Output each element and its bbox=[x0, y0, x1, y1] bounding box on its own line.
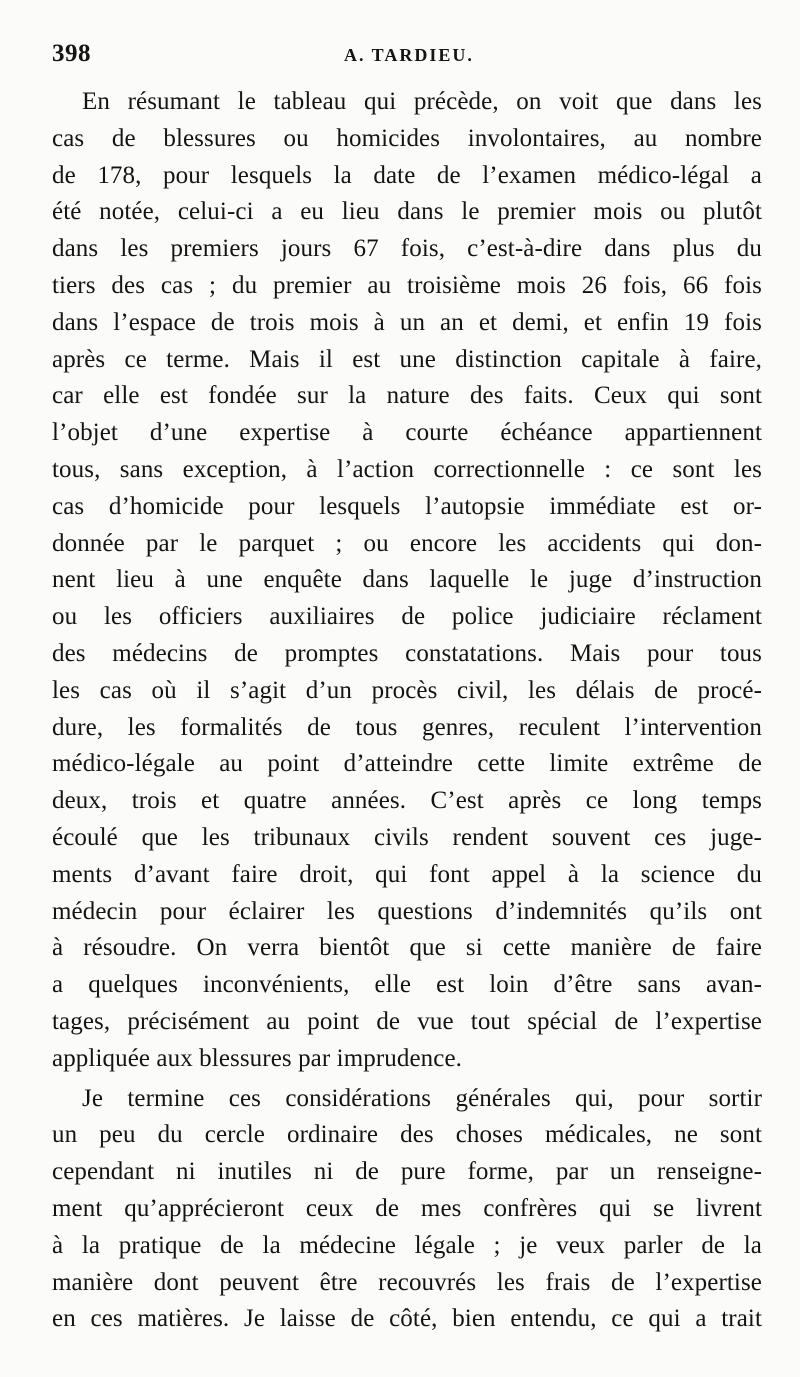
text-line: l’objet d’une expertise à courte échéance appartiennent bbox=[52, 419, 762, 447]
text-line: tiers des cas ; du premier au troisième mois 26 fois, 66 fois bbox=[52, 271, 762, 299]
text-line: les cas où il s’agit d’un procès civil, les délais de procé- bbox=[52, 676, 762, 704]
text-line: après ce terme. Mais il est une distinction capitale à faire, bbox=[52, 345, 762, 373]
text-line: été notée, celui-ci a eu lieu dans le premier mois ou plutôt bbox=[52, 198, 762, 226]
text-line: un peu du cercle ordinaire des choses médicales, ne sont bbox=[52, 1121, 762, 1149]
text-line: ment qu’apprécieront ceux de mes confrères qui se livrent bbox=[52, 1194, 762, 1222]
text-line: à la pratique de la médecine légale ; je veux parler de la bbox=[52, 1231, 762, 1259]
text-line: médico-légale au point d’atteindre cette limite extrême de bbox=[52, 750, 762, 778]
text-line: écoulé que les tribunaux civils rendent souvent ces juge- bbox=[52, 823, 762, 851]
body-text bbox=[52, 84, 762, 1338]
text-line: de 178, pour lesquels la date de l’examen médico-légal a bbox=[52, 161, 762, 189]
text-line: donnée par le parquet ; ou encore les accidents qui don- bbox=[52, 529, 762, 557]
text-line: ou les officiers auxiliaires de police judiciaire réclament bbox=[52, 603, 762, 631]
running-head: A. TARDIEU. bbox=[344, 45, 474, 65]
text-line: cas de blessures ou homicides involontaires, au nombre bbox=[52, 124, 762, 152]
paragraph-2 bbox=[52, 1081, 762, 1339]
text-line: des médecins de promptes constatations. Mais pour tous bbox=[52, 639, 762, 667]
text-line: manière dont peuvent être recouvrés les frais de l’expertise bbox=[52, 1268, 762, 1296]
text-line: à résoudre. On verra bientôt que si cette manière de faire bbox=[52, 934, 762, 962]
text-line: en ces matières. Je laisse de côté, bien entendu, ce qui a trait bbox=[52, 1305, 762, 1333]
text-line: dans les premiers jours 67 fois, c’est-à-dire dans plus du bbox=[52, 235, 762, 263]
page-number: 398 bbox=[52, 40, 91, 67]
text-line: En résumant le tableau qui précède, on voit que dans les bbox=[82, 88, 762, 115]
text-line: dure, les formalités de tous genres, reculent l’intervention bbox=[52, 713, 762, 741]
text-line: ments d’avant faire droit, qui font appel à la science du bbox=[52, 860, 762, 888]
text-line: cependant ni inutiles ni de pure forme, par un renseigne- bbox=[52, 1158, 762, 1186]
page-header bbox=[52, 40, 752, 76]
text-line: tages, précisément au point de vue tout spécial de l’expertise bbox=[52, 1007, 762, 1035]
text-line: appliquée aux blessures par imprudence. bbox=[52, 1044, 463, 1072]
text-line: Je termine ces considérations générales qui, pour sortir bbox=[82, 1084, 762, 1112]
text-line: deux, trois et quatre années. C’est après ce long temps bbox=[52, 787, 762, 815]
paragraph-1 bbox=[52, 84, 762, 1078]
text-line: dans l’espace de trois mois à un an et demi, et enfin 19 fois bbox=[52, 308, 762, 336]
text-line: nent lieu à une enquête dans laquelle le juge d’instruction bbox=[52, 566, 762, 594]
text-line: car elle est fondée sur la nature des faits. Ceux qui sont bbox=[52, 382, 762, 410]
text-line: a quelques inconvénients, elle est loin d’être sans avan- bbox=[52, 971, 762, 999]
text-line: cas d’homicide pour lesquels l’autopsie immédiate est or- bbox=[52, 492, 762, 520]
text-line: médecin pour éclairer les questions d’indemnités qu’ils ont bbox=[52, 897, 762, 925]
text-line: tous, sans exception, à l’action correctionnelle : ce sont les bbox=[52, 455, 762, 483]
